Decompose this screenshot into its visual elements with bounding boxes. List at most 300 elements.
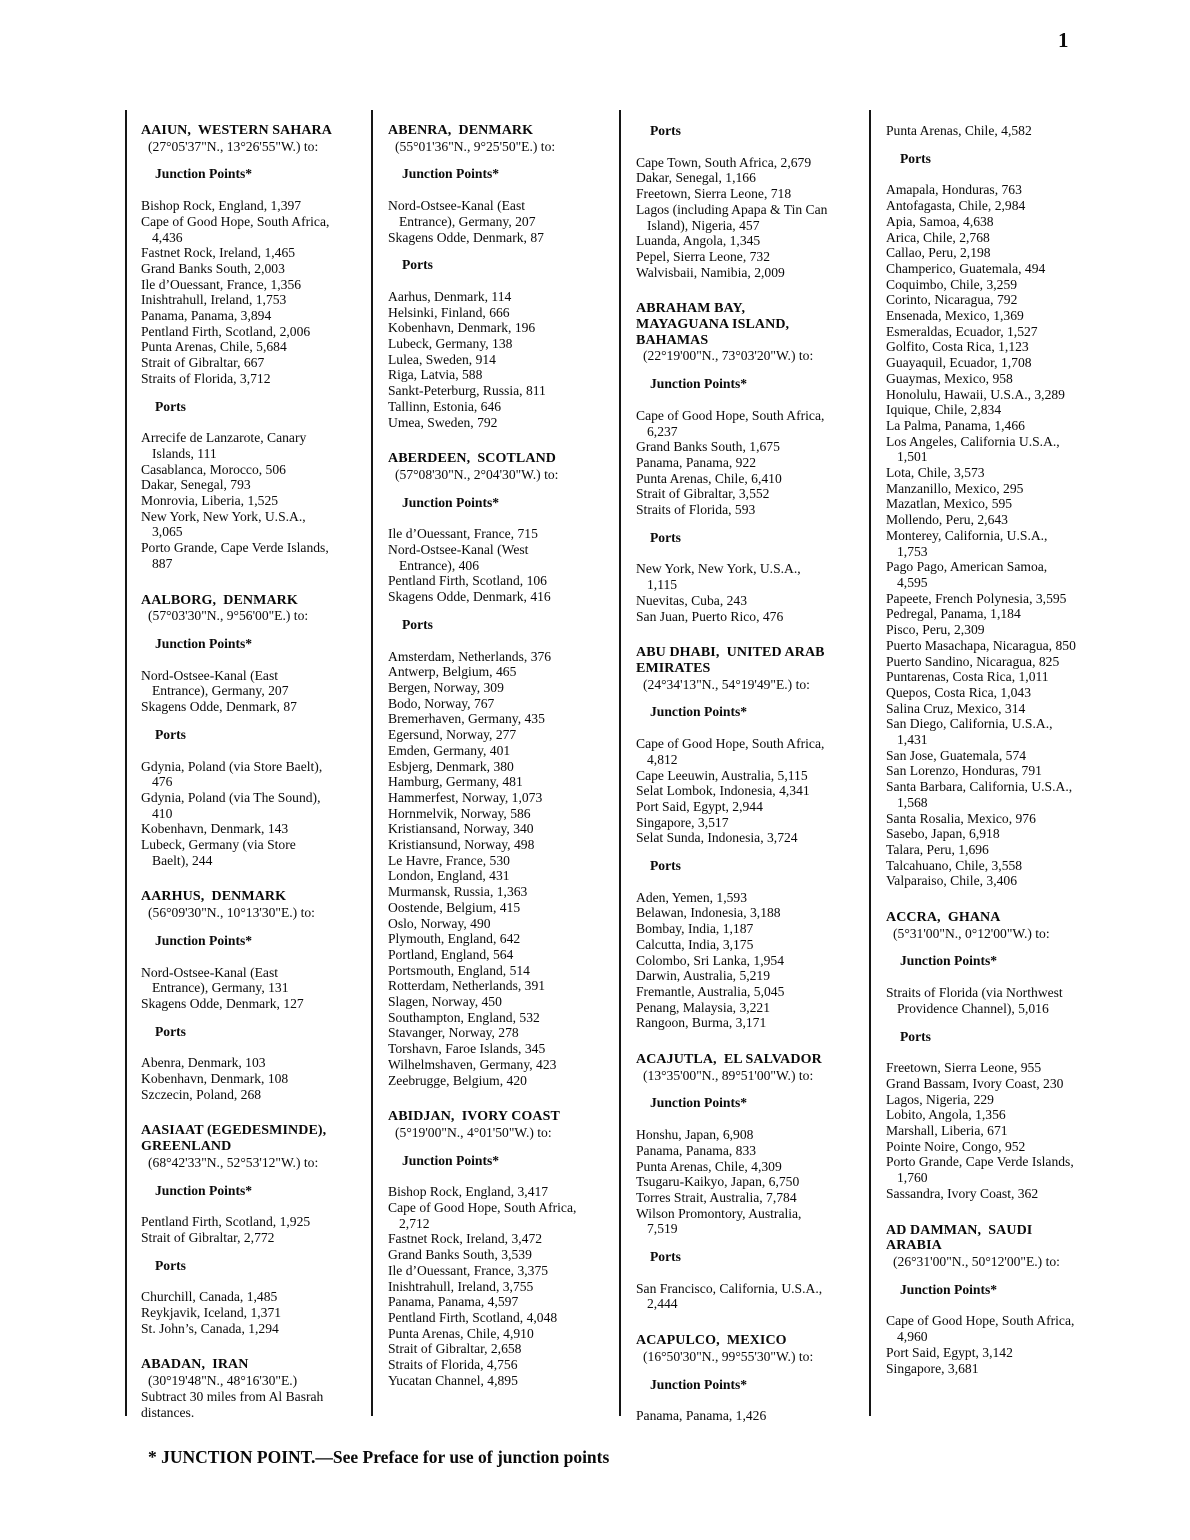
- list-item: Arrecife de Lanzarote, Canary: [141, 430, 307, 446]
- footer-note: * JUNCTION POINT.—See Preface for use of junction points: [148, 1447, 610, 1467]
- list-item: Pago Pago, American Samoa,: [886, 559, 1048, 575]
- section-title: Junction Points*: [155, 166, 253, 182]
- list-item: Puntarenas, Costa Rica, 1,011: [886, 669, 1049, 685]
- entry-block: [636, 1052, 865, 1312]
- list-item: Strait of Gibraltar, 2,772: [141, 1229, 275, 1245]
- list-item: Grand Banks South, 2,003: [141, 260, 285, 276]
- entry-coordinates: (27°05'37"N., 13°26'55"W.) to:: [148, 138, 319, 154]
- list-item: Pentland Firth, Scotland, 2,006: [141, 323, 311, 339]
- list-item: La Palma, Panama, 1,466: [886, 417, 1025, 433]
- list-item: Santa Barbara, California, U.S.A.,: [886, 779, 1073, 795]
- list-item-continuation: Islands, 111: [152, 445, 217, 461]
- list-item: Bergen, Norway, 309: [388, 679, 504, 695]
- list-item-continuation: 1,115: [647, 577, 678, 593]
- list-item: Strait of Gibraltar, 3,552: [636, 486, 770, 502]
- list-item: Manzanillo, Mexico, 295: [886, 480, 1024, 496]
- list-item: Oostende, Belgium, 415: [388, 899, 521, 915]
- page-number: 1: [1058, 28, 1069, 52]
- section: [388, 1153, 617, 1389]
- entry-coordinates: (5°31'00"N., 0°12'00"W.) to:: [893, 925, 1050, 941]
- entry-block: [141, 1357, 370, 1420]
- list-item: Pisco, Peru, 2,309: [886, 622, 985, 638]
- entry-coordinates: (57°03'30"N., 9°56'00"E.) to:: [148, 608, 309, 624]
- list-item: Torres Strait, Australia, 7,784: [636, 1189, 797, 1205]
- list-item: Portsmouth, England, 514: [388, 962, 530, 978]
- list-item-continuation: 476: [152, 774, 173, 790]
- section-title: Junction Points*: [155, 635, 253, 651]
- list-item: Rotterdam, Netherlands, 391: [388, 978, 546, 994]
- section: [886, 1282, 1115, 1377]
- list-item: Penang, Malaysia, 3,221: [636, 999, 771, 1015]
- entry-heading: AARHUS, DENMARK: [141, 889, 287, 905]
- list-item: Zeebrugge, Belgium, 420: [388, 1072, 527, 1088]
- list-item: Talara, Peru, 1,696: [886, 841, 989, 857]
- list-item: Guaymas, Mexico, 958: [886, 370, 1013, 386]
- list-item: Egersund, Norway, 277: [388, 727, 517, 743]
- section-title: Junction Points*: [402, 1152, 500, 1168]
- list-item: Straits of Florida (via Northwest: [886, 985, 1063, 1001]
- section: [388, 495, 617, 605]
- list-item: Sankt-Peterburg, Russia, 811: [388, 383, 546, 399]
- list-item: San Jose, Guatemala, 574: [886, 747, 1027, 763]
- list-item: Straits of Florida, 4,756: [388, 1357, 518, 1373]
- section-title: Ports: [900, 1028, 931, 1044]
- list-item: Kobenhavn, Denmark, 196: [388, 320, 536, 336]
- list-item: Port Said, Egypt, 2,944: [636, 798, 763, 814]
- section: [141, 1024, 370, 1103]
- section-title: Ports: [155, 398, 186, 414]
- list-item: Hornmelvik, Norway, 586: [388, 805, 531, 821]
- list-item: London, England, 431: [388, 868, 510, 884]
- list-item: Esbjerg, Denmark, 380: [388, 758, 514, 774]
- list-item-continuation: 2,712: [399, 1215, 430, 1231]
- list-item: Salina Cruz, Mexico, 314: [886, 700, 1026, 716]
- list-item: St. John’s, Canada, 1,294: [141, 1320, 279, 1336]
- section: [141, 1258, 370, 1337]
- list-item: Sassandra, Ivory Coast, 362: [886, 1185, 1039, 1201]
- list-item: Sasebo, Japan, 6,918: [886, 826, 1000, 842]
- list-item: Kristiansund, Norway, 498: [388, 837, 535, 853]
- list-item-continuation: 1,501: [897, 449, 928, 465]
- section: [886, 151, 1115, 889]
- entry-coordinates: (56°09'30"N., 10°13'30"E.) to:: [148, 905, 315, 921]
- list-item: Singapore, 3,517: [636, 814, 729, 830]
- list-item: Punta Arenas, Chile, 6,410: [636, 470, 782, 486]
- entry-heading: AALBORG, DENMARK: [141, 592, 298, 608]
- list-item: Skagens Odde, Denmark, 127: [141, 995, 304, 1011]
- list-item: Rangoon, Burma, 3,171: [636, 1015, 767, 1031]
- list-item: Mazatlan, Mexico, 595: [886, 496, 1013, 512]
- list-item-continuation: 1,760: [897, 1170, 928, 1186]
- entry-heading: ABADAN, IRAN: [141, 1357, 249, 1373]
- section: [636, 123, 865, 280]
- entry-heading: AAIUN, WESTERN SAHARA: [141, 123, 332, 138]
- section-title: Ports: [900, 150, 931, 166]
- list-item: Riga, Latvia, 588: [388, 367, 483, 383]
- list-item-continuation: Providence Channel), 5,016: [897, 1000, 1049, 1016]
- list-item: Porto Grande, Cape Verde Islands,: [141, 540, 329, 556]
- entry-heading: MAYAGUANA ISLAND,: [636, 317, 790, 333]
- list-item: Bodo, Norway, 767: [388, 695, 495, 711]
- list-item: Ile d’Ouessant, France, 1,356: [141, 276, 302, 292]
- section-title: Ports: [402, 616, 433, 632]
- list-item: Nord-Ostsee-Kanal (East: [141, 667, 279, 683]
- list-item: Puerto Sandino, Nicaragua, 825: [886, 653, 1060, 669]
- section: [388, 257, 617, 430]
- list-item: Murmansk, Russia, 1,363: [388, 884, 528, 900]
- list-item: San Juan, Puerto Rico, 476: [636, 608, 784, 624]
- list-item: Umea, Sweden, 792: [388, 414, 498, 430]
- list-item: Honolulu, Hawaii, U.S.A., 3,289: [886, 386, 1065, 402]
- entry-note: Subtract 30 miles from Al Basrah: [141, 1388, 324, 1404]
- list-item: Aden, Yemen, 1,593: [636, 889, 748, 905]
- list-item: Selat Sunda, Indonesia, 3,724: [636, 830, 798, 846]
- entry-heading: ACAPULCO, MEXICO: [636, 1333, 787, 1349]
- list-item: Straits of Florida, 3,712: [141, 370, 271, 386]
- list-item: San Lorenzo, Honduras, 791: [886, 763, 1042, 779]
- list-item: Selat Lombok, Indonesia, 4,341: [636, 783, 810, 799]
- section-title: Ports: [650, 123, 681, 138]
- list-item: Dakar, Senegal, 1,166: [636, 170, 756, 186]
- list-item: Gdynia, Poland (via The Sound),: [141, 789, 321, 805]
- section: [636, 704, 865, 846]
- list-item: Skagens Odde, Denmark, 416: [388, 589, 551, 605]
- list-item-continuation: 4,595: [897, 574, 928, 590]
- list-item: Szczecin, Poland, 268: [141, 1086, 262, 1102]
- entry-block: [886, 123, 1115, 889]
- list-item: Nord-Ostsee-Kanal (East: [141, 964, 279, 980]
- entry-note: distances.: [141, 1404, 195, 1420]
- list-item: Nord-Ostsee-Kanal (West: [388, 542, 529, 558]
- list-item: Panama, Panama, 4,597: [388, 1294, 519, 1310]
- list-item-continuation: 6,237: [647, 423, 678, 439]
- list-item-continuation: 410: [152, 805, 173, 821]
- list-item: Cape Town, South Africa, 2,679: [636, 154, 812, 170]
- section: [636, 530, 865, 625]
- section: [636, 376, 865, 518]
- list-item: Pedregal, Panama, 1,184: [886, 606, 1021, 622]
- section-title: Ports: [650, 858, 681, 874]
- section: [636, 1095, 865, 1237]
- list-item: Inishtrahull, Ireland, 1,753: [141, 292, 287, 308]
- entry-coordinates: (16°50'30"N., 99°55'30"W.) to:: [643, 1348, 814, 1364]
- list-item-continuation: 1,753: [897, 543, 928, 559]
- list-item-continuation: Entrance), Germany, 207: [152, 683, 289, 699]
- list-item: Panama, Panama, 1,426: [636, 1408, 767, 1424]
- list-item: Antwerp, Belgium, 465: [388, 664, 517, 680]
- entry-heading: ABIDJAN, IVORY COAST: [388, 1109, 560, 1125]
- entry-heading: ABRAHAM BAY,: [636, 301, 746, 317]
- list-item: Grand Bassam, Ivory Coast, 230: [886, 1075, 1064, 1091]
- list-item: Singapore, 3,681: [886, 1360, 979, 1376]
- section-title: Junction Points*: [650, 1376, 748, 1392]
- section: [141, 166, 370, 386]
- entry-block: [886, 910, 1115, 1202]
- list-item: Skagens Odde, Denmark, 87: [141, 699, 297, 715]
- list-item-continuation: 4,960: [897, 1329, 928, 1345]
- column-2: [373, 110, 617, 1389]
- list-item: Punta Arenas, Chile, 4,582: [886, 123, 1032, 138]
- section: [141, 1183, 370, 1246]
- entry-heading: ABENRA, DENMARK: [388, 123, 534, 138]
- list-item: Papeete, French Polynesia, 3,595: [886, 590, 1067, 606]
- list-item: Punta Arenas, Chile, 4,910: [388, 1325, 534, 1341]
- section-title: Ports: [155, 726, 186, 742]
- list-item-continuation: 887: [152, 555, 173, 571]
- list-item-continuation: Entrance), Germany, 207: [399, 213, 536, 229]
- list-item: Freetown, Sierra Leone, 955: [886, 1060, 1042, 1076]
- list-item: Wilhelmshaven, Germany, 423: [388, 1056, 557, 1072]
- list-item: Wilson Promontory, Australia,: [636, 1205, 802, 1221]
- list-item: Lubeck, Germany, 138: [388, 336, 513, 352]
- entry-coordinates: (26°31'00"N., 50°12'00"E.) to:: [893, 1254, 1060, 1269]
- list-item: Apia, Samoa, 4,638: [886, 213, 994, 229]
- list-item: Arica, Chile, 2,768: [886, 229, 990, 245]
- entry-coordinates: (57°08'30"N., 2°04'30"W.) to:: [395, 466, 559, 482]
- entry-block: [141, 593, 370, 869]
- section-title: Ports: [155, 1023, 186, 1039]
- list-item: Gdynia, Poland (via Store Baelt),: [141, 758, 323, 774]
- list-item-continuation: Island), Nigeria, 457: [647, 217, 760, 233]
- entry-heading: ACAJUTLA, EL SALVADOR: [636, 1052, 822, 1068]
- list-item: Le Havre, France, 530: [388, 852, 510, 868]
- list-item: Bishop Rock, England, 1,397: [141, 198, 302, 214]
- section: [141, 727, 370, 869]
- section-title: Junction Points*: [155, 1182, 253, 1198]
- list-item: Antofagasta, Chile, 2,984: [886, 198, 1026, 214]
- list-item: Pentland Firth, Scotland, 106: [388, 573, 547, 589]
- entry-heading: BAHAMAS: [636, 332, 709, 348]
- list-item: Churchill, Canada, 1,485: [141, 1289, 278, 1305]
- column-3: [621, 110, 865, 1424]
- list-item: Grand Banks South, 3,539: [388, 1247, 532, 1263]
- list-item: Slagen, Norway, 450: [388, 994, 502, 1010]
- list-item: Pentland Firth, Scotland, 4,048: [388, 1310, 558, 1325]
- list-item: Puerto Masachapa, Nicaragua, 850: [886, 637, 1076, 653]
- entry-coordinates: (55°01'36"N., 9°25'50"E.) to:: [395, 138, 556, 154]
- list-item: Ile d’Ouessant, France, 715: [388, 526, 538, 542]
- list-item: Monrovia, Liberia, 1,525: [141, 493, 279, 509]
- section-title: Junction Points*: [900, 1281, 998, 1297]
- list-item: Golfito, Costa Rica, 1,123: [886, 339, 1029, 355]
- entry-block: [141, 1123, 370, 1336]
- list-item: Luanda, Angola, 1,345: [636, 233, 761, 249]
- list-item: Hammerfest, Norway, 1,073: [388, 789, 543, 805]
- section: [388, 166, 617, 245]
- list-item: New York, New York, U.S.A.,: [141, 508, 306, 524]
- list-item: Mollendo, Peru, 2,643: [886, 512, 1008, 528]
- section-title: Ports: [650, 1249, 681, 1265]
- entry-heading: EMIRATES: [636, 660, 711, 676]
- list-item: Ensenada, Mexico, 1,369: [886, 308, 1024, 324]
- column-4: [871, 110, 1115, 1376]
- list-item-continuation: 4,812: [647, 751, 678, 767]
- list-item: Quepos, Costa Rica, 1,043: [886, 684, 1031, 700]
- list-item: Fastnet Rock, Ireland, 1,465: [141, 245, 296, 261]
- list-item: Kobenhavn, Denmark, 108: [141, 1071, 289, 1087]
- list-item: Talcahuano, Chile, 3,558: [886, 857, 1023, 873]
- list-item: Amapala, Honduras, 763: [886, 182, 1022, 198]
- list-item: San Diego, California, U.S.A.,: [886, 716, 1053, 732]
- entry-block: [388, 123, 617, 430]
- list-item: Lagos, Nigeria, 229: [886, 1091, 994, 1107]
- entry-block: [886, 1223, 1115, 1377]
- list-item: Pepel, Sierra Leone, 732: [636, 248, 771, 264]
- list-item-continuation: 1,431: [897, 732, 928, 748]
- list-item: Corinto, Nicaragua, 792: [886, 292, 1018, 308]
- list-item-continuation: 7,519: [647, 1221, 678, 1237]
- list-item: Cape of Good Hope, South Africa,: [636, 407, 825, 423]
- section-title: Ports: [155, 1257, 186, 1273]
- list-item: Tallinn, Estonia, 646: [388, 398, 502, 414]
- list-item: Valparaiso, Chile, 3,406: [886, 873, 1018, 889]
- list-item: Oslo, Norway, 490: [388, 915, 491, 931]
- entry-heading: ABU DHABI, UNITED ARAB: [636, 645, 825, 661]
- list-item: Torshavn, Faroe Islands, 345: [388, 1041, 546, 1057]
- section-title: Junction Points*: [650, 1095, 748, 1111]
- section: [636, 858, 865, 1031]
- section-title: Junction Points*: [402, 494, 500, 510]
- list-item: San Francisco, California, U.S.A.,: [636, 1280, 823, 1296]
- section-title: Ports: [402, 257, 433, 273]
- list-item: Portland, England, 564: [388, 946, 514, 962]
- list-item: Lobito, Angola, 1,356: [886, 1107, 1006, 1123]
- section: [636, 1377, 865, 1424]
- section-title: Junction Points*: [155, 932, 253, 948]
- list-item: Walvisbaii, Namibia, 2,009: [636, 264, 785, 280]
- entry-block: [141, 889, 370, 1102]
- list-item: Panama, Panama, 833: [636, 1142, 757, 1158]
- list-item: Tsugaru-Kaikyo, Japan, 6,750: [636, 1174, 800, 1190]
- section: [141, 636, 370, 715]
- entry-heading: ACCRA, GHANA: [886, 910, 1001, 926]
- list-item: Nord-Ostsee-Kanal (East: [388, 198, 526, 214]
- list-item: Calcutta, India, 3,175: [636, 936, 754, 952]
- list-item: Strait of Gibraltar, 667: [141, 355, 265, 371]
- list-item-continuation: Entrance), 406: [399, 557, 480, 573]
- list-item: Cape of Good Hope, South Africa,: [886, 1313, 1075, 1329]
- entry-heading: AASIAAT (EGEDESMINDE),: [141, 1123, 327, 1139]
- entry-block: [636, 1333, 865, 1424]
- entry-heading: AD DAMMAN, SAUDI: [886, 1222, 1033, 1238]
- entry-block: [388, 1109, 617, 1388]
- list-item: Cape of Good Hope, South Africa,: [141, 213, 330, 229]
- list-item: Punta Arenas, Chile, 5,684: [141, 339, 287, 355]
- list-item: New York, New York, U.S.A.,: [636, 561, 801, 577]
- list-item: Fastnet Rock, Ireland, 3,472: [388, 1231, 543, 1247]
- list-item: Panama, Panama, 3,894: [141, 308, 272, 324]
- list-item: Porto Grande, Cape Verde Islands,: [886, 1154, 1074, 1170]
- entry-coordinates: (22°19'00"N., 73°03'20"W.) to:: [643, 348, 814, 364]
- list-item: Dakar, Senegal, 793: [141, 477, 251, 493]
- list-item: Ile d’Ouessant, France, 3,375: [388, 1262, 549, 1278]
- entry-heading: ARABIA: [886, 1238, 942, 1254]
- list-item-continuation: 2,444: [647, 1296, 678, 1312]
- list-item: Helsinki, Finland, 666: [388, 304, 510, 320]
- list-item: Pointe Noire, Congo, 952: [886, 1138, 1026, 1154]
- list-item: Bremerhaven, Germany, 435: [388, 711, 545, 727]
- entry-block: [141, 123, 370, 572]
- list-item-continuation: 4,436: [152, 229, 183, 245]
- list-item: Lulea, Sweden, 914: [388, 351, 496, 367]
- list-item: Stavanger, Norway, 278: [388, 1025, 519, 1041]
- list-item: Iquique, Chile, 2,834: [886, 402, 1002, 418]
- list-item: Champerico, Guatemala, 494: [886, 260, 1046, 276]
- list-item: Southampton, England, 532: [388, 1009, 540, 1025]
- list-item: Lagos (including Apapa & Tin Can: [636, 201, 828, 217]
- section-title: Ports: [650, 529, 681, 545]
- list-item: Lubeck, Germany (via Store: [141, 837, 296, 853]
- list-item: Fremantle, Australia, 5,045: [636, 983, 785, 999]
- section: [886, 123, 1115, 139]
- list-item: Pentland Firth, Scotland, 1,925: [141, 1214, 311, 1230]
- list-item: Amsterdam, Netherlands, 376: [388, 648, 552, 664]
- list-item: Abenra, Denmark, 103: [141, 1055, 266, 1071]
- section-title: Junction Points*: [900, 953, 998, 969]
- list-item-continuation: Entrance), Germany, 131: [152, 980, 289, 996]
- entry-block: [636, 301, 865, 624]
- list-item: Port Said, Egypt, 3,142: [886, 1344, 1013, 1360]
- section: [141, 399, 370, 572]
- list-item: Callao, Peru, 2,198: [886, 245, 991, 261]
- list-item: Belawan, Indonesia, 3,188: [636, 905, 781, 921]
- entry-heading: ABERDEEN, SCOTLAND: [388, 451, 556, 467]
- list-item: Cape of Good Hope, South Africa,: [388, 1200, 577, 1216]
- list-item: Aarhus, Denmark, 114: [388, 288, 512, 304]
- list-item: Panama, Panama, 922: [636, 454, 757, 470]
- list-item: Bombay, India, 1,187: [636, 921, 754, 937]
- list-item: Punta Arenas, Chile, 4,309: [636, 1158, 782, 1174]
- column-1: [126, 110, 370, 1420]
- list-item: Darwin, Australia, 5,219: [636, 968, 771, 984]
- list-item: Hamburg, Germany, 481: [388, 774, 523, 790]
- list-item: Monterey, California, U.S.A.,: [886, 527, 1048, 543]
- list-item-continuation: Baelt), 244: [152, 852, 213, 868]
- list-item: Plymouth, England, 642: [388, 931, 521, 947]
- section-title: Junction Points*: [650, 376, 748, 392]
- entry-coordinates: (68°42'33"N., 52°53'12"W.) to:: [148, 1154, 319, 1170]
- entry-coordinates: (30°19'48"N., 48°16'30"E.): [148, 1373, 298, 1389]
- list-item: Santa Rosalia, Mexico, 976: [886, 810, 1036, 826]
- list-item: Freetown, Sierra Leone, 718: [636, 186, 792, 202]
- entry-block: [636, 123, 865, 280]
- entry-coordinates: (24°34'13"N., 54°19'49"E.) to:: [643, 676, 810, 692]
- list-item: Los Angeles, California U.S.A.,: [886, 433, 1060, 449]
- list-item: Kristiansand, Norway, 340: [388, 821, 534, 837]
- list-item: Cape Leeuwin, Australia, 5,115: [636, 767, 808, 783]
- list-item: Guayaquil, Ecuador, 1,708: [886, 355, 1032, 371]
- list-item: Yucatan Channel, 4,895: [388, 1372, 518, 1388]
- entry-coordinates: (5°19'00"N., 4°01'50"W.) to:: [395, 1124, 552, 1140]
- list-item: Honshu, Japan, 6,908: [636, 1127, 754, 1143]
- list-item-continuation: 3,065: [152, 524, 183, 540]
- list-item: Nuevitas, Cuba, 243: [636, 592, 748, 608]
- list-item: Marshall, Liberia, 671: [886, 1123, 1008, 1139]
- list-item: Skagens Odde, Denmark, 87: [388, 229, 544, 245]
- list-item: Strait of Gibraltar, 2,658: [388, 1341, 522, 1357]
- list-item: Reykjavik, Iceland, 1,371: [141, 1305, 282, 1321]
- list-item: Grand Banks South, 1,675: [636, 439, 780, 455]
- section: [388, 617, 617, 1088]
- section: [886, 953, 1115, 1016]
- entry-coordinates: (13°35'00"N., 89°51'00"W.) to:: [643, 1067, 814, 1083]
- entry-block: [388, 451, 617, 1088]
- list-item: Coquimbo, Chile, 3,259: [886, 276, 1018, 292]
- list-item: Bishop Rock, England, 3,417: [388, 1184, 549, 1200]
- list-item: Cape of Good Hope, South Africa,: [636, 736, 825, 752]
- list-item: Esmeraldas, Ecuador, 1,527: [886, 323, 1038, 339]
- list-item-continuation: 1,568: [897, 794, 928, 810]
